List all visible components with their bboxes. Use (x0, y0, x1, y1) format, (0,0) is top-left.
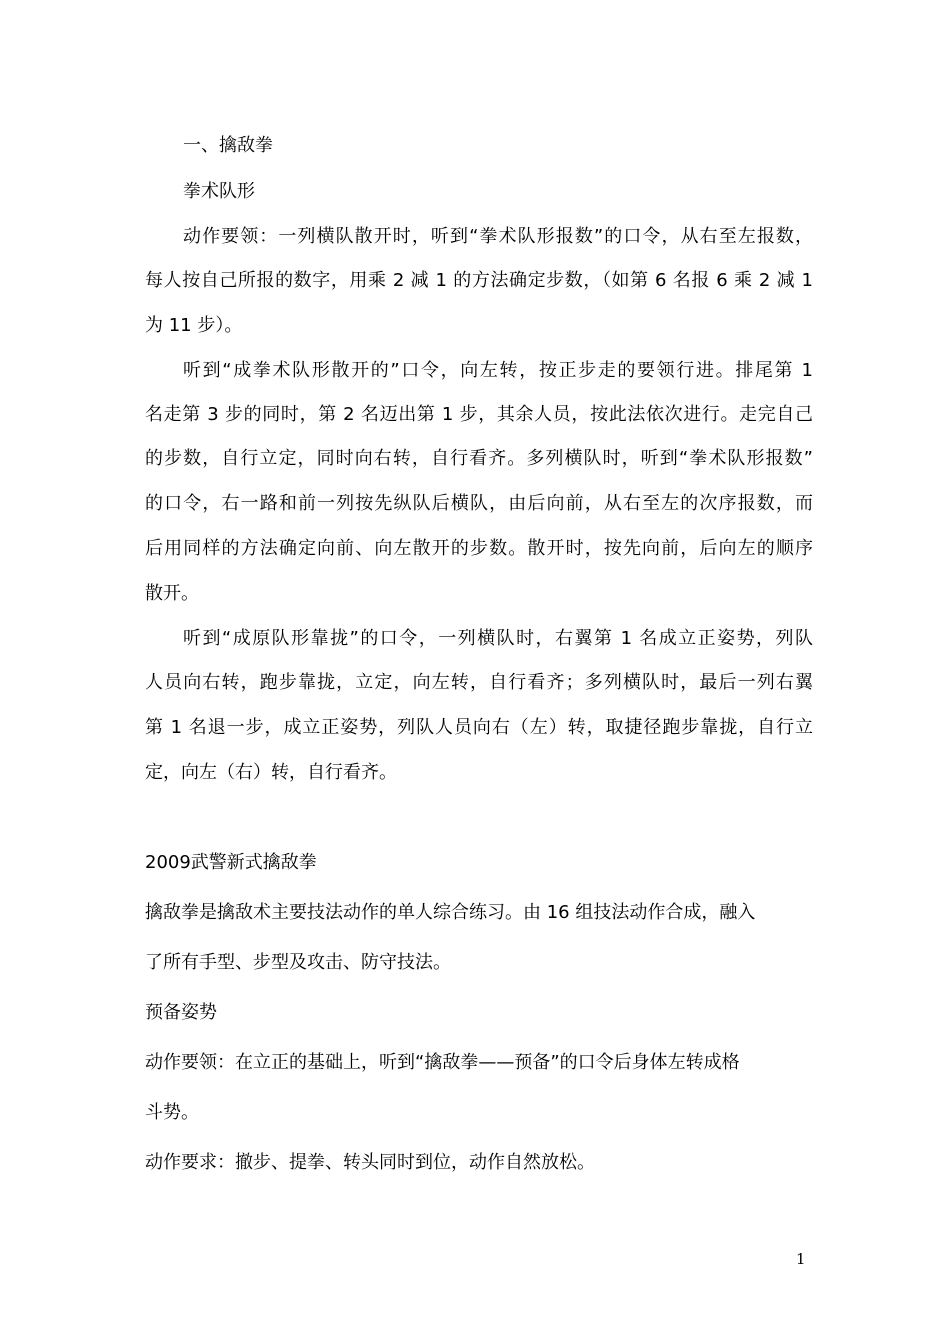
paragraph-line: 动作要领：在立正的基础上，听到“擒敌拳——预备”的口令后身体左转成格 (145, 1052, 740, 1073)
paragraph-line: 了所有手型、步型及攻击、防守技法。 (145, 952, 451, 973)
section-title: 2009武警新式擒敌拳 (145, 852, 317, 873)
paragraph-line: 听到“成原队形靠拢”的口令，一列横队时，右翼第 1 名成立正姿势，列队 (183, 628, 813, 649)
paragraph-line: 听到“成拳术队形散开的”口令，向左转，按正步走的要领行进。排尾第 1 (183, 360, 813, 381)
section-heading: 一、擒敌拳 (183, 135, 273, 156)
paragraph-line: 名走第 3 步的同时，第 2 名迈出第 1 步，其余人员，按此法依次进行。走完自己 (145, 404, 813, 425)
paragraph-line: 斗势。 (145, 1102, 199, 1123)
paragraph-line: 后用同样的方法确定向前、向左散开的步数。散开时，按先向前，后向左的顺序 (145, 538, 813, 559)
paragraph-line: 的步数，自行立定，同时向右转，自行看齐。多列横队时，听到“拳术队形报数” (145, 448, 813, 469)
paragraph-line: 人员向右转，跑步靠拢，立定，向左转，自行看齐；多列横队时，最后一列右翼 (145, 672, 813, 693)
paragraph-line: 散开。 (145, 583, 199, 604)
paragraph-line: 为 11 步）。 (145, 315, 243, 336)
paragraph-line: 动作要求：撤步、提拳、转头同时到位，动作自然放松。 (145, 1152, 595, 1173)
subsection-title: 预备姿势 (145, 1002, 217, 1023)
paragraph-line: 定，向左（右）转，自行看齐。 (145, 762, 397, 783)
paragraph-line: 第 1 名退一步，成立正姿势，列队人员向右（左）转，取捷径跑步靠拢，自行立 (145, 717, 813, 738)
paragraph-line: 每人按自己所报的数字，用乘 2 减 1 的方法确定步数，（如第 6 名报 6 乘 2 减 1 (145, 270, 813, 291)
paragraph-line: 擒敌拳是擒敌术主要技法动作的单人综合练习。由 16 组技法动作合成，融入 (145, 902, 756, 923)
paragraph-line: 的口令，右一路和前一列按先纵队后横队，由后向前，从右至左的次序报数，而 (145, 493, 813, 514)
paragraph-line: 动作要领：一列横队散开时，听到“拳术队形报数”的口令，从右至左报数， (183, 226, 813, 247)
subsection-heading: 拳术队形 (183, 181, 255, 202)
page-number: 1 (796, 1250, 806, 1268)
